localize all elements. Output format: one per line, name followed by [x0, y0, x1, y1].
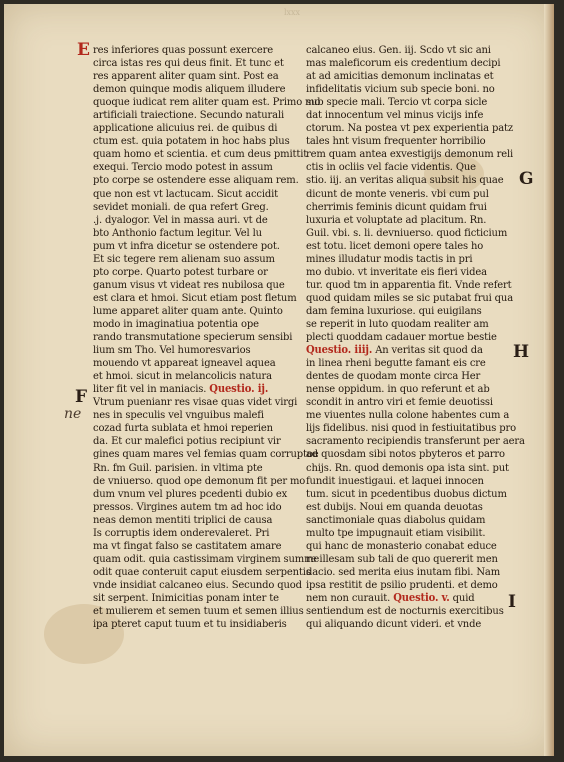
text-line: sanctimoniale quas diabolus quidam — [306, 513, 486, 526]
text-line: plecti quoddam cadauer mortue bestie — [306, 331, 497, 344]
page-folio: lxxx — [283, 8, 301, 17]
text-line: ganum visus vt videat res nubilosa que — [93, 278, 285, 291]
rubric-mark: Questio. iiij. — [306, 343, 373, 357]
rubric-mark: Questio. v. — [393, 591, 450, 605]
text-line: liter fit vel in maniacis. Questio. ij. — [93, 382, 269, 396]
text-line: est clara et hmoi. Sicut etiam post fletum — [93, 291, 297, 304]
text-line: que non est vt lactucam. Sicut accidit — [93, 187, 279, 200]
text-line: infidelitatis vicium sub specie boni. no — [306, 83, 495, 96]
text-line: re illesam sub tali de quo quererit men — [306, 552, 498, 565]
text-line: mas maleficorum eis credentium decipi — [306, 57, 501, 70]
text-line: mo dubio. vt inveritate eis fieri videa — [306, 265, 487, 278]
text-line: nes in speculis vel vnguibus malefi — [93, 409, 264, 422]
text-line: rem quam antea exvestigijs demonum reli — [306, 148, 514, 161]
text-line: ad quosdam sibi notos pbyteros et parro — [306, 448, 505, 461]
text-line: gines quam mares vel femias quam corruptoe — [93, 448, 319, 461]
text-line: luxuria et voluptate ad placitum. Rn. — [306, 213, 487, 226]
text-line: rando transmutatione specierum sensibi — [93, 331, 293, 344]
text-line: dicunt de monte veneris. vbi cum pul — [306, 187, 489, 200]
text-line: pum vt infra dicetur se ostendere pot. — [93, 239, 280, 252]
text-line: tales hnt visum frequenter horribilio — [306, 135, 486, 148]
right-text-column — [306, 44, 525, 631]
text-line: quam odit. quia castissimam virginem summe — [93, 552, 320, 565]
text-line: fundit inuestigaui. et laquei innocen — [306, 474, 484, 487]
text-line: ma vt fingat falso se castitatem amare — [93, 539, 282, 552]
text-line: multo tpe impugnauit etiam visibilit. — [306, 526, 486, 539]
page-edge-shadow — [544, 4, 554, 756]
text-line: bto Anthonio factum legitur. Vel lu — [93, 226, 262, 239]
text-line: ctis in ocliis vel facie videntis. Que — [306, 161, 476, 174]
text-line: quoque iudicat rem aliter quam est. Primo mo — [93, 96, 321, 109]
text-line: scondit in antro viri et femie deuotissi — [306, 396, 493, 409]
text-line: Et sic tegere rem alienam suo assum — [93, 252, 275, 265]
text-line: .j. dyalogor. Vel in massa auri. vt de — [93, 213, 268, 226]
text-line: lijs fidelibus. nisi quod in festiuitatibus pro — [306, 422, 517, 435]
text-line: mouendo vt appareat igneavel aquea — [93, 357, 276, 370]
text-line: lume apparet aliter quam ante. Quinto — [93, 304, 283, 317]
text-line: dat innocentum vel minus vicijs infe — [306, 109, 484, 122]
text-line: dam femina luxuriose. qui euigilans — [306, 304, 482, 317]
text-line: ipsa restitit de psilio prudenti. et demo — [306, 578, 498, 591]
text-line: tur. quod tm in apparentia fit. Vnde refert — [306, 278, 512, 291]
text-line: qui hanc de monasterio conabat educe — [306, 539, 497, 552]
text-line: dacio. sed merita eius inutam fibi. Nam — [306, 565, 501, 578]
left-text-column — [93, 44, 321, 631]
text-line: quam homo et scientia. et cum deus pmittit — [93, 148, 308, 161]
text-line: quod quidam miles se sic putabat frui qua — [306, 291, 514, 304]
text-line: Is corruptis idem onderevaleret. Pri — [93, 526, 270, 539]
text-line: ctorum. Na postea vt pex experientia patz — [306, 122, 513, 135]
text-line: circa istas res qui deus finit. Et tunc et — [93, 57, 284, 70]
rubric-mark: Questio. ij. — [209, 382, 269, 396]
margin-initial-h: H — [513, 342, 530, 362]
text-line: sit serpent. Inimicitias ponam inter te — [93, 591, 279, 604]
text-line: exequi. Tercio modo potest in assum — [93, 161, 273, 174]
text-line: ipa pteret caput tuum et tu insidiaberis — [93, 618, 287, 631]
text-line: at ad amicitias demonum inclinatas et — [306, 70, 494, 83]
text-line: de vniuerso. quod ope demonum fit per mo — [93, 474, 306, 487]
text-line: ctum est. quia potatem in hoc habs plus — [93, 135, 290, 148]
text-line: pressos. Virgines autem tm ad hoc ido — [93, 500, 282, 513]
text-line: applicatione alicuius rei. de quibus di — [93, 122, 278, 135]
margin-initial-e: E — [77, 40, 90, 60]
text-line: neas demon mentiti triplici de causa — [93, 513, 273, 526]
text-line: in linea rheni begutte famant eis cre — [306, 357, 486, 370]
text-line: calcaneo eius. Gen. iij. Scdo vt sic ani — [306, 44, 491, 56]
text-line: res inferiores quas possunt exercere — [93, 44, 273, 56]
text-line: se reperit in luto quodam realiter am — [306, 317, 489, 330]
text-line: dentes de quodam monte circa Her — [306, 370, 481, 383]
text-line: modo in imaginatiua potentia ope — [93, 317, 259, 330]
text-line: nense oppidum. in quo referunt et ab — [306, 383, 490, 396]
text-line: stio. iij. an veritas aliqua subsit his quae — [306, 174, 504, 187]
text-line: cherrimis feminis dicunt quidam frui — [306, 200, 487, 213]
handwritten-note: ne — [64, 406, 82, 422]
text-line: dum vnum vel plures pcedenti dubio ex — [93, 487, 288, 500]
text-line: sentiendum est de nocturnis exercitibus — [306, 605, 504, 618]
text-line: nem non curauit. Questio. v. quid — [306, 591, 475, 605]
text-line: sub specie mali. Tercio vt corpa sicle — [306, 96, 488, 109]
margin-initial-g: G — [519, 169, 534, 189]
text-line: sevidet moniali. de qua refert Greg. — [93, 200, 269, 213]
text-line: odit quae conteruit caput eiusdem serpentis — [93, 565, 311, 578]
text-line: me viuentes nulla colone habentes cum a — [306, 409, 510, 422]
text-line: res apparent aliter quam sint. Post ea — [93, 70, 279, 83]
text-line: Questio. iiij. An veritas sit quod da — [306, 343, 483, 357]
text-line: demon quinque modis aliquem illudere — [93, 83, 286, 96]
margin-initial-i: I — [508, 592, 516, 612]
text-line: et mulierem et semen tuum et semen illius — [93, 605, 304, 618]
text-line: pto corpe. Quarto potest turbare or — [93, 265, 268, 278]
text-line: est dubijs. Noui em quanda deuotas — [306, 500, 483, 513]
text-line: Rn. fm Guil. parisien. in vltima pte — [93, 461, 263, 474]
text-line: mines illudatur modis tactis in pri — [306, 252, 473, 265]
text-line: Vtrum puenianr res visae quas videt virgi — [93, 396, 298, 409]
text-line: tum. sicut in pcedentibus duobus dictum — [306, 487, 507, 500]
text-line: chijs. Rn. quod demonis opa ista sint. put — [306, 461, 509, 474]
text-line: qui aliquando dicunt videri. et vnde — [306, 618, 482, 631]
text-line: est totu. licet demoni opere tales ho — [306, 239, 484, 252]
text-line: da. Et cur malefici potius recipiunt vir — [93, 435, 281, 448]
manuscript-page — [4, 4, 554, 756]
text-line: artificiali traiectione. Secundo naturali — [93, 109, 285, 122]
margin-initial-f: F — [75, 387, 88, 407]
text-line: Guil. vbi. s. li. devniuerso. quod ficticium — [306, 226, 508, 239]
text-line: vnde insidiat calcaneo eius. Secundo quod — [93, 578, 302, 591]
text-line: pto corpe se ostendere esse aliquam rem. — [93, 174, 299, 187]
text-line: sacramento recipiendis transferunt per aera — [306, 435, 525, 448]
text-line: cozad furta sublata et hmoi reperien — [93, 422, 273, 435]
text-line: et hmoi. sicut in melancolicis natura — [93, 370, 272, 383]
text-line: lium sm Tho. Vel humoresvarios — [93, 344, 251, 357]
